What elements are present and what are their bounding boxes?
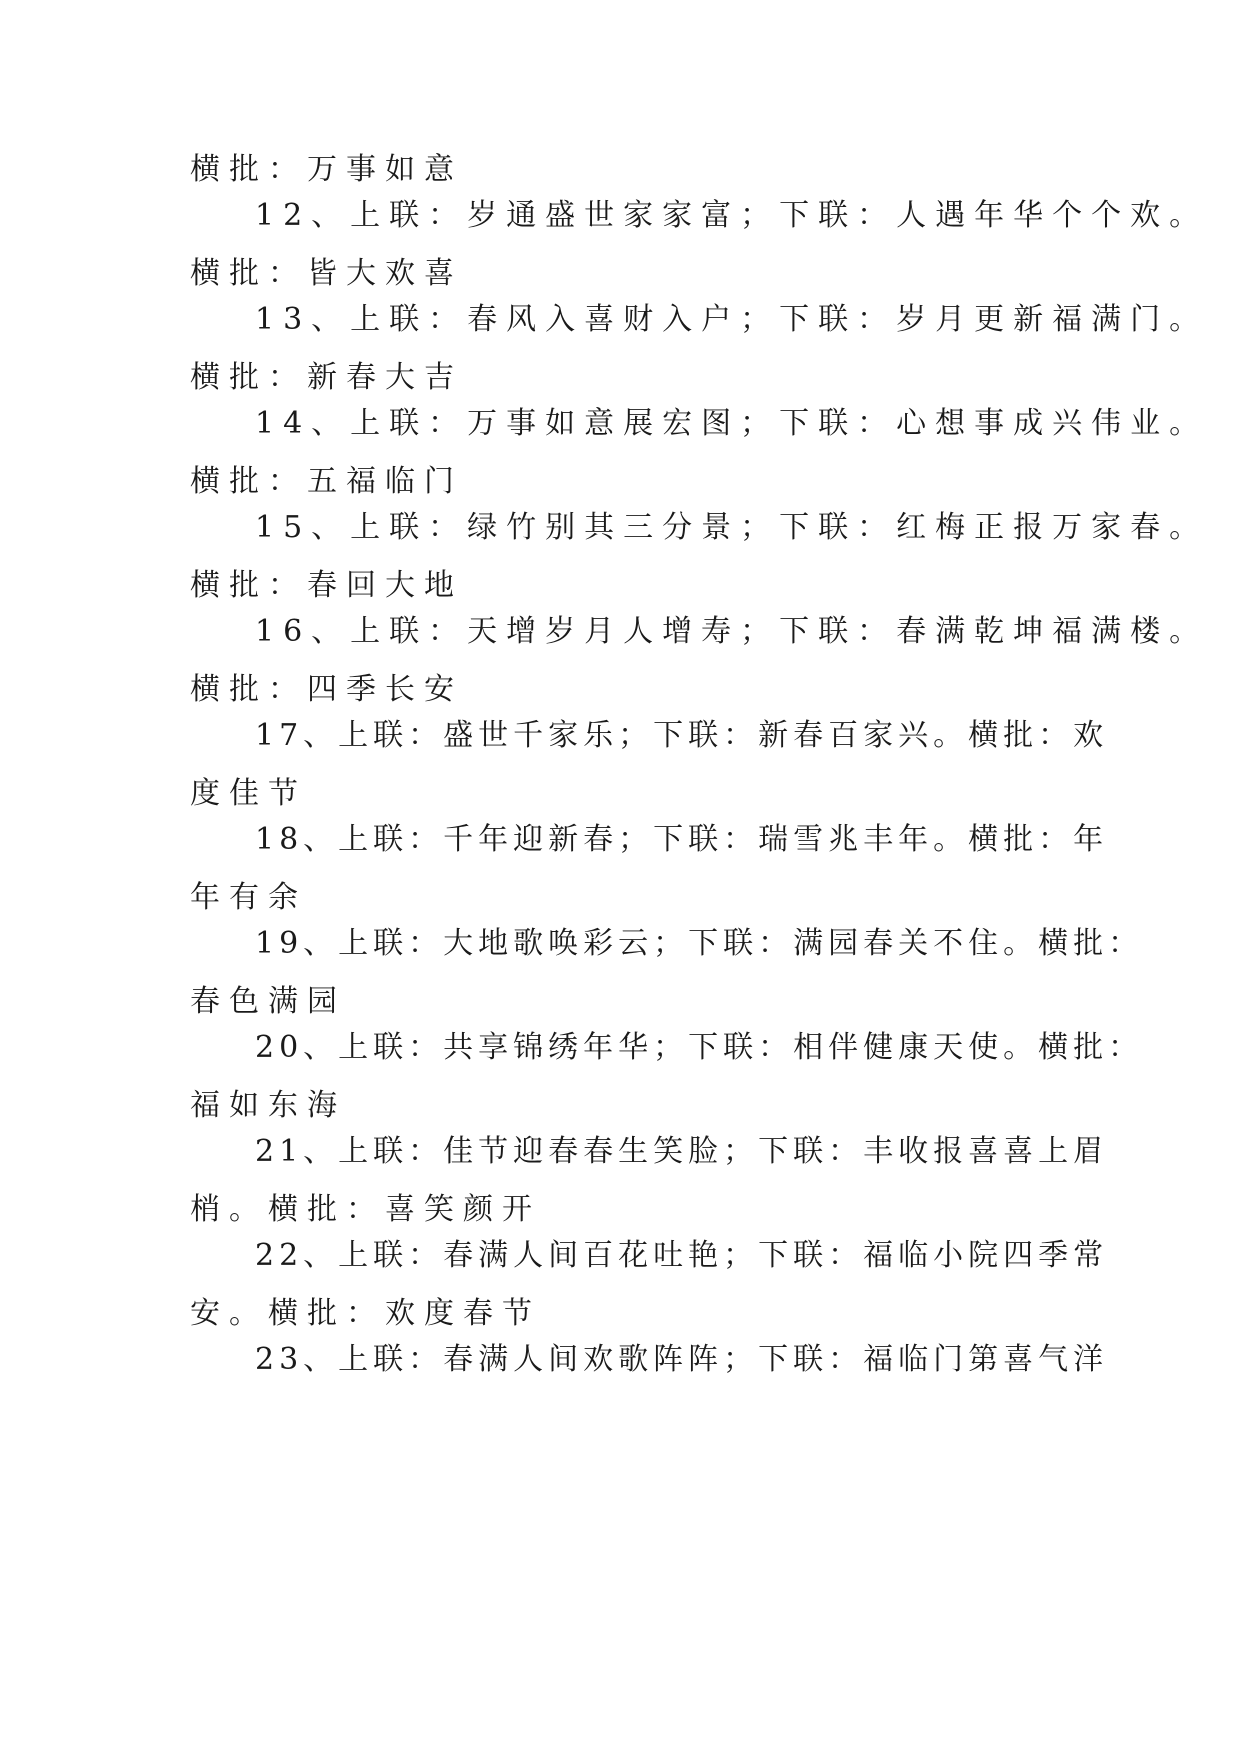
text-line: 横批：四季长安	[190, 672, 463, 707]
text-line: 22、上联：春满人间百花吐艳；下联：福临小院四季常	[255, 1238, 1109, 1273]
text-line: 23、上联：春满人间欢歌阵阵；下联：福临门第喜气洋	[255, 1342, 1109, 1377]
text-line: 14、上联：万事如意展宏图；下联：心想事成兴伟业。	[255, 406, 1209, 441]
text-line: 20、上联：共享锦绣年华；下联：相伴健康天使。横批：	[255, 1030, 1144, 1065]
text-line: 度佳节	[190, 776, 307, 811]
text-line: 安。横批：欢度春节	[190, 1296, 541, 1331]
text-line: 福如东海	[190, 1088, 346, 1123]
text-line: 17、上联：盛世千家乐；下联：新春百家兴。横批：欢	[255, 718, 1109, 753]
text-line: 21、上联：佳节迎春春生笑脸；下联：丰收报喜喜上眉	[255, 1134, 1109, 1169]
text-line: 横批：春回大地	[190, 568, 463, 603]
text-line: 梢。横批：喜笑颜开	[190, 1192, 541, 1227]
text-line: 19、上联：大地歌唤彩云；下联：满园春关不住。横批：	[255, 926, 1144, 961]
text-line: 15、上联：绿竹别其三分景；下联：红梅正报万家春。	[255, 510, 1209, 545]
text-line: 横批：万事如意	[190, 152, 463, 187]
text-line: 春色满园	[190, 984, 346, 1019]
text-line: 横批：皆大欢喜	[190, 256, 463, 291]
text-line: 16、上联：天增岁月人增寿；下联：春满乾坤福满楼。	[255, 614, 1209, 649]
text-line: 18、上联：千年迎新春；下联：瑞雪兆丰年。横批：年	[255, 822, 1109, 857]
text-line: 13、上联：春风入喜财入户；下联：岁月更新福满门。	[255, 302, 1209, 337]
text-line: 年有余	[190, 880, 307, 915]
text-line: 横批：新春大吉	[190, 360, 463, 395]
text-line: 12、上联：岁通盛世家家富；下联：人遇年华个个欢。	[255, 198, 1209, 233]
text-line: 横批：五福临门	[190, 464, 463, 499]
